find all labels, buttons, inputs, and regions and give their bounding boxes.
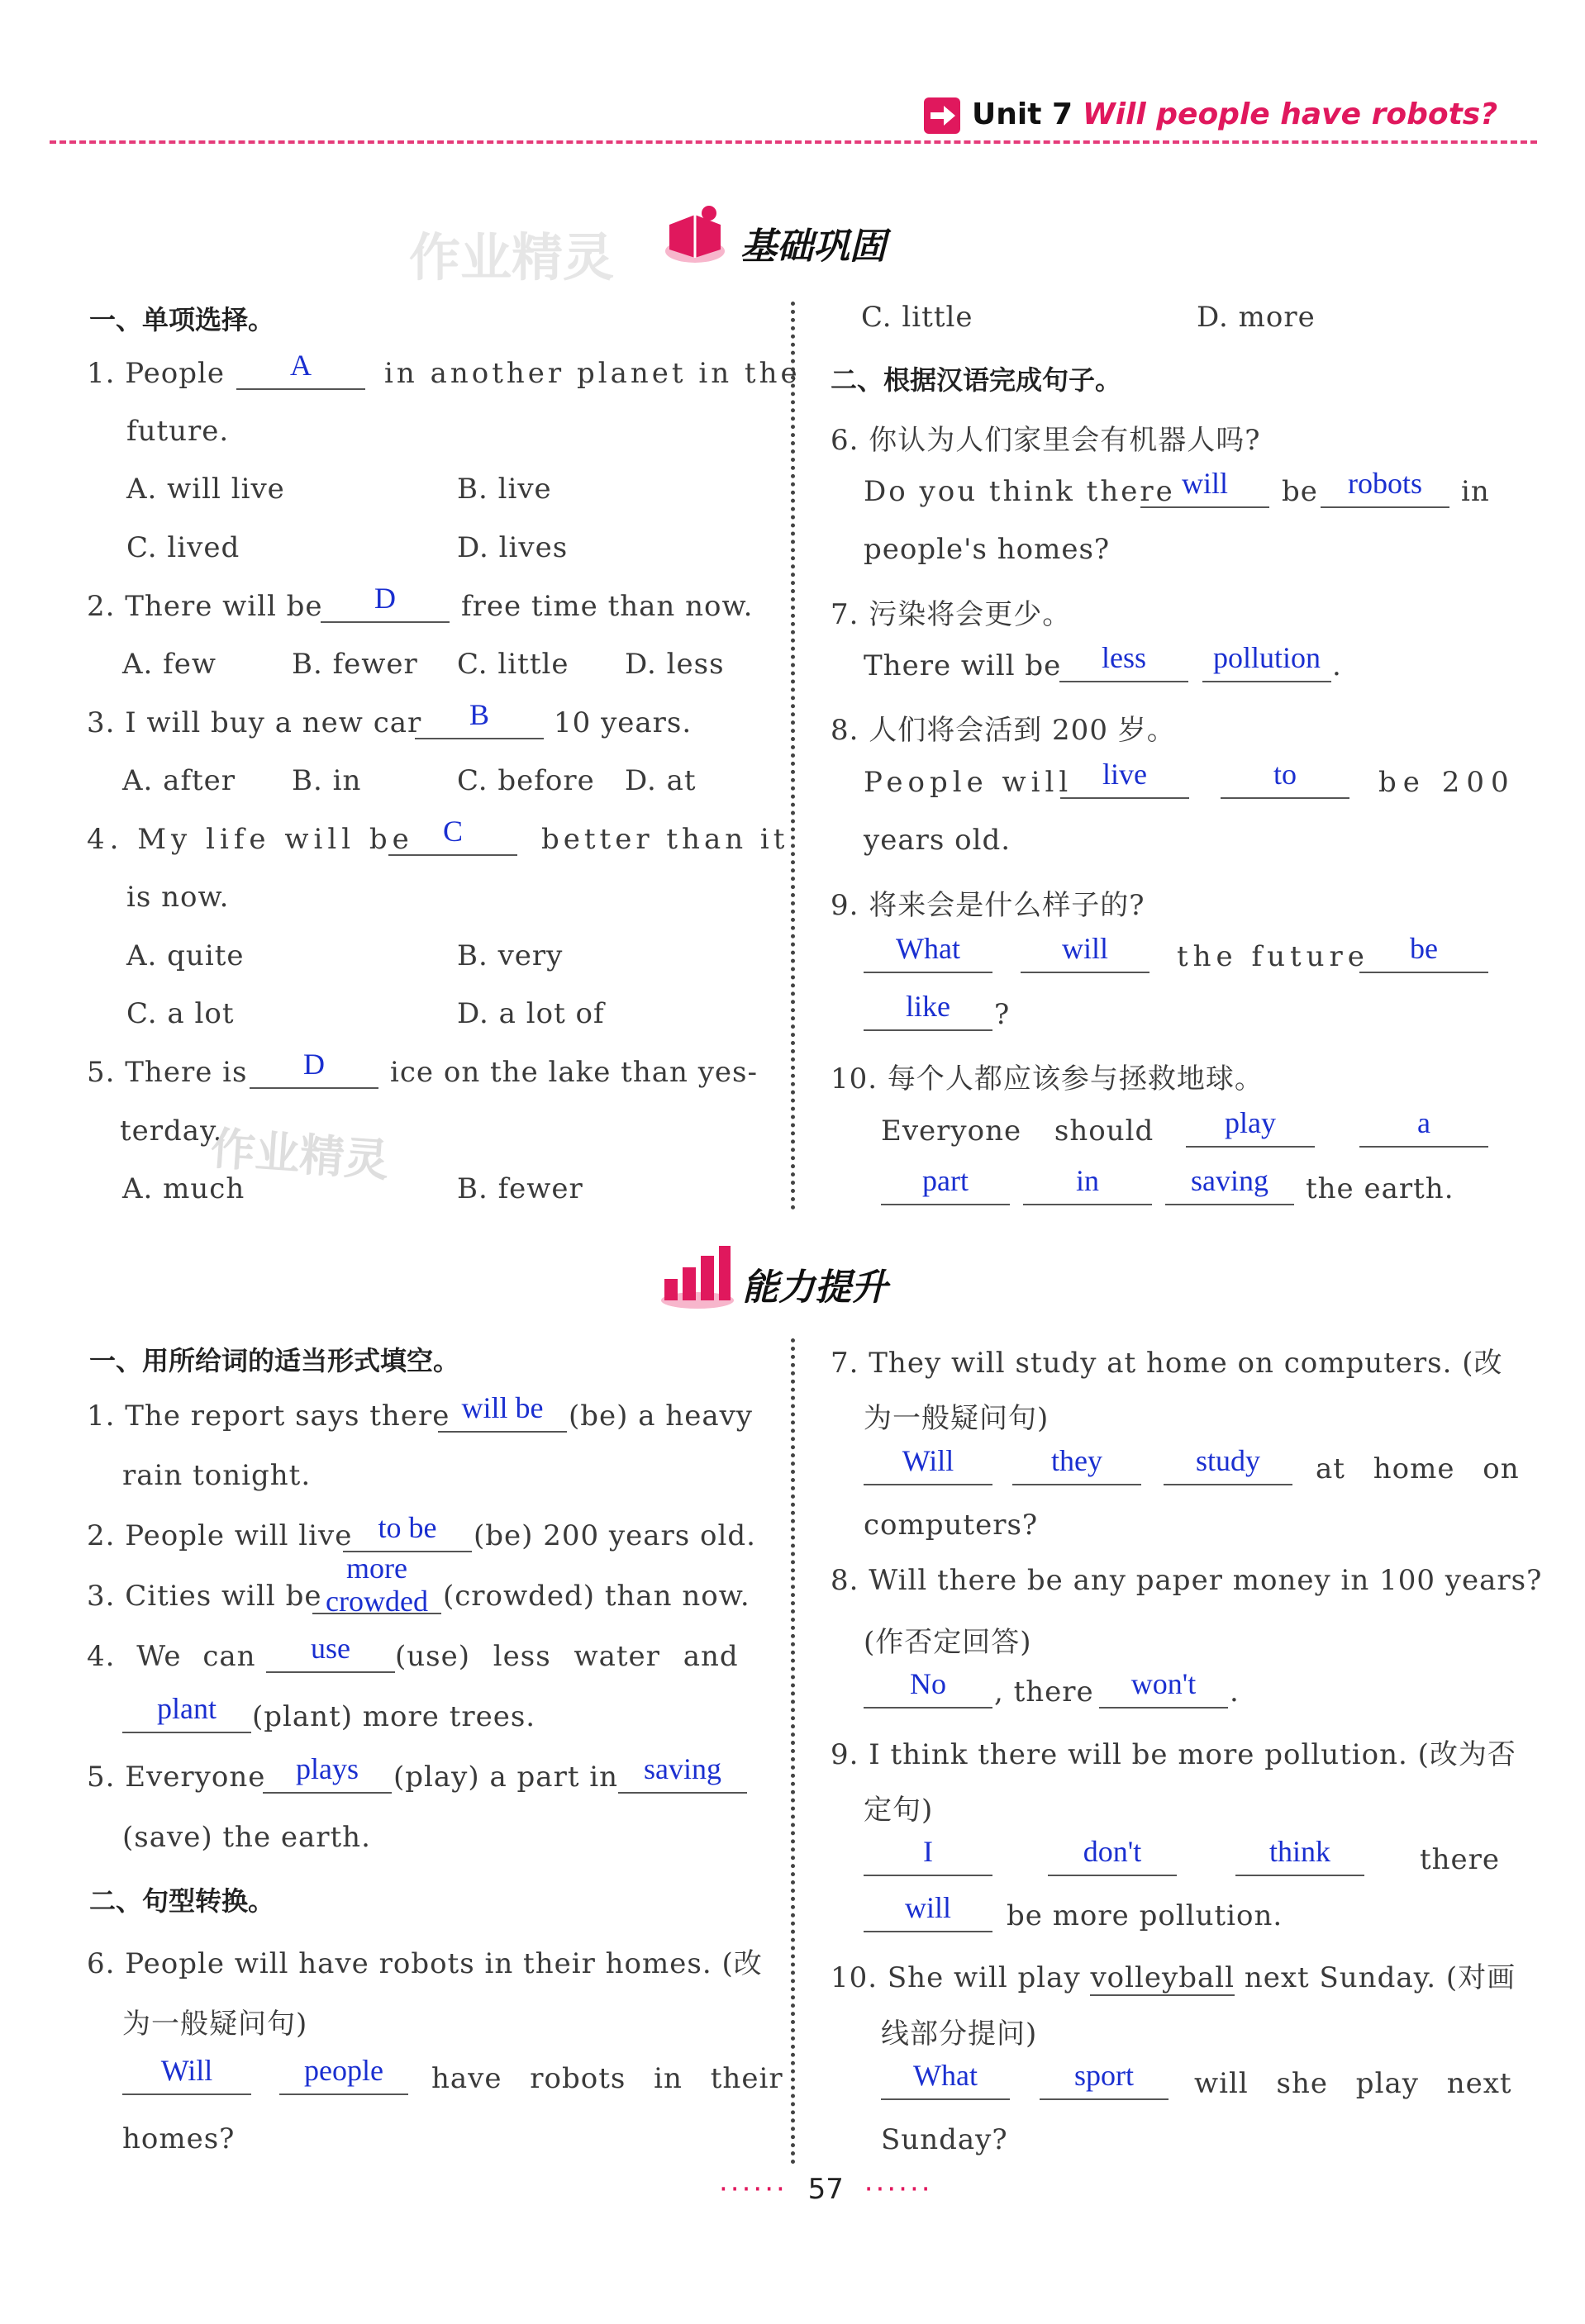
s2-q4-answer-2: plant bbox=[122, 1697, 251, 1733]
q9-answer-4: like bbox=[864, 995, 992, 1031]
q9-answer-2: will bbox=[1021, 937, 1149, 973]
q3-text-after: 10 years. bbox=[554, 706, 693, 739]
s2-q6-text-3: have robots in their bbox=[431, 2062, 783, 2095]
s2-q6-text-4: homes? bbox=[122, 2122, 236, 2155]
q6-text-3: in bbox=[1461, 475, 1490, 508]
section-book-icon bbox=[659, 200, 731, 274]
q2-option-c: C. little bbox=[457, 648, 569, 681]
q9-answer-3: be bbox=[1359, 937, 1488, 973]
q9-text-2: ? bbox=[994, 998, 1011, 1031]
q6-text: Do you think there bbox=[864, 475, 1175, 508]
q7-text-2: . bbox=[1332, 649, 1342, 682]
q6-answer-1: will bbox=[1140, 472, 1269, 508]
s2-q7-answer-1: Will bbox=[864, 1449, 992, 1485]
q1-text-after: in another planet in the bbox=[384, 357, 801, 390]
s2-q9-answer-3: think bbox=[1235, 1840, 1364, 1876]
q1-option-c: C. lived bbox=[126, 531, 240, 564]
q4-text: 4. My life will be bbox=[87, 823, 414, 856]
s2-q1-text-2: (be) a heavy bbox=[569, 1400, 754, 1433]
q7-answer-2: pollution bbox=[1202, 646, 1331, 682]
column-divider-1 bbox=[791, 302, 795, 1210]
s2-q7-text-3: at home on bbox=[1316, 1452, 1520, 1485]
q6-text-4: people's homes? bbox=[864, 533, 1111, 566]
q3-option-d: D. at bbox=[625, 764, 697, 797]
s2-q10-answer-2: sport bbox=[1040, 2064, 1169, 2100]
q4-text-after: better than it bbox=[541, 823, 789, 856]
q3-answer: B bbox=[415, 703, 544, 739]
q10-answer-2: a bbox=[1359, 1111, 1488, 1148]
watermark: 作业精灵 bbox=[409, 227, 615, 288]
q6-answer-2: robots bbox=[1321, 472, 1449, 508]
header-dashed-rule bbox=[50, 140, 1537, 144]
s2-q1-answer: will be bbox=[438, 1396, 567, 1433]
q7-answer-1: less bbox=[1059, 646, 1188, 682]
s1-heading: 一、单项选择。 bbox=[89, 304, 275, 335]
s2-q7-text-4: computers? bbox=[864, 1509, 1039, 1542]
s2-q9-answer-4: will bbox=[864, 1896, 992, 1932]
q1-text: 1. People bbox=[87, 357, 225, 390]
q5-option-d: D. more bbox=[1197, 301, 1316, 334]
q2-text: 2. There will be bbox=[87, 590, 323, 623]
s2-q8-text-4: . bbox=[1230, 1675, 1240, 1709]
s2-q4-text-3: (plant) more trees. bbox=[252, 1700, 536, 1733]
q5-text-after: ice on the lake than yes- bbox=[390, 1056, 758, 1089]
s2-q10-text bbox=[831, 1955, 1516, 1995]
q3-option-a: A. after bbox=[122, 764, 236, 797]
watermark-2: 作业精灵 bbox=[208, 1122, 391, 1187]
s2-q2-text-2: (be) 200 years old. bbox=[474, 1519, 756, 1552]
q7-chinese: 7. 污染将会更少。 bbox=[831, 598, 1072, 631]
q8-text-3: years old. bbox=[864, 824, 1011, 857]
s2-heading-2: 二、句型转换。 bbox=[89, 1885, 275, 1917]
s2-q10-text-a: 10. She will play bbox=[831, 1961, 1081, 1994]
q10-chinese: 10. 每个人都应该参与拯救地球。 bbox=[831, 1062, 1264, 1095]
q7-text: There will be bbox=[864, 649, 1062, 682]
s2-q4-answer-1: use bbox=[266, 1637, 395, 1673]
s2-q4-text: 4. We can bbox=[87, 1640, 256, 1673]
s2-heading-1: 一、用所给词的适当形式填空。 bbox=[89, 1345, 460, 1376]
s2-q6-text: 6. People will have robots in their homes. (改 bbox=[87, 1947, 763, 1980]
q2-answer: D bbox=[321, 587, 450, 623]
q8-text: People will bbox=[864, 766, 1073, 799]
page-number: ······ 57 ······ bbox=[719, 2173, 933, 2206]
s2-q10-answer-1: What bbox=[881, 2064, 1010, 2100]
q4-option-b: B. very bbox=[457, 939, 564, 972]
s2-q4-text-2: (use) less water and bbox=[395, 1640, 739, 1673]
s2-q9-answer-1: I bbox=[864, 1840, 992, 1876]
q6-chinese: 6. 你认为人们家里会有机器人吗? bbox=[831, 424, 1261, 457]
s2-q3-answer: more crowded bbox=[312, 1555, 441, 1614]
s2-q9-text-3: there bbox=[1420, 1843, 1501, 1876]
q5-option-c: C. little bbox=[861, 301, 973, 334]
q2-text-after: free time than now. bbox=[461, 590, 754, 623]
q9-chinese: 9. 将来会是什么样子的? bbox=[831, 889, 1145, 922]
header-arrow-icon bbox=[924, 97, 960, 137]
s2-q10-text-b: next Sunday. (对画 bbox=[1244, 1961, 1516, 1994]
s2-q8-text: 8. Will there be any paper money in 100 years? bbox=[831, 1564, 1543, 1597]
s2-q10-text-4: Sunday? bbox=[881, 2123, 1008, 2156]
s1-right-heading: 二、根据汉语完成句子。 bbox=[831, 364, 1122, 396]
q1-answer: A bbox=[236, 354, 365, 390]
q8-answer-1: live bbox=[1060, 763, 1189, 799]
s2-q6-answer-2: people bbox=[279, 2059, 408, 2095]
q1-option-d: D. lives bbox=[457, 531, 569, 564]
q10-answer-3: part bbox=[881, 1169, 1010, 1205]
column-divider-2 bbox=[791, 1338, 795, 2165]
q3-text: 3. I will buy a new car bbox=[87, 706, 422, 739]
s2-q10-text-3: will she play next bbox=[1194, 2067, 1512, 2100]
q8-answer-2: to bbox=[1221, 763, 1349, 799]
q2-option-d: D. less bbox=[625, 648, 725, 681]
s2-q5-answer-1: plays bbox=[263, 1757, 392, 1794]
q3-option-c: C. before bbox=[457, 764, 595, 797]
q4-option-a: A. quite bbox=[126, 939, 245, 972]
s2-q2-answer: to be bbox=[343, 1516, 472, 1552]
s2-q5-text-3: (save) the earth. bbox=[122, 1821, 371, 1854]
s2-q5-answer-2: saving bbox=[618, 1757, 747, 1794]
s2-q10-underlined: volleyball bbox=[1090, 1961, 1235, 1994]
q8-text-2: be 200 bbox=[1378, 766, 1516, 799]
s2-q3-text-2: (crowded) than now. bbox=[443, 1580, 750, 1613]
q5-text: 5. There is bbox=[87, 1056, 248, 1089]
q10-answer-5: saving bbox=[1165, 1169, 1294, 1205]
q5-cont: terday. bbox=[120, 1114, 223, 1148]
page-number-value: 57 bbox=[807, 2173, 844, 2206]
q4-cont: is now. bbox=[126, 881, 230, 914]
section-chart-icon bbox=[659, 1239, 735, 1314]
q4-option-c: C. a lot bbox=[126, 997, 235, 1030]
q2-option-b: B. fewer bbox=[292, 648, 418, 681]
q5-option-a: A. much bbox=[122, 1172, 245, 1205]
q10-text-2: the earth. bbox=[1306, 1172, 1454, 1205]
q8-chinese: 8. 人们将会活到 200 岁。 bbox=[831, 714, 1176, 747]
s2-q7-text: 7. They will study at home on computers. (改 bbox=[831, 1347, 1503, 1380]
q6-text-2: be bbox=[1282, 475, 1318, 508]
q10-answer-1: play bbox=[1186, 1111, 1315, 1148]
s2-q8-text-3: , there bbox=[994, 1675, 1094, 1709]
q10-answer-4: in bbox=[1023, 1169, 1152, 1205]
q4-option-d: D. a lot of bbox=[457, 997, 605, 1030]
s2-q9-text-4: be more pollution. bbox=[1007, 1899, 1283, 1932]
q5-answer: D bbox=[250, 1053, 378, 1089]
section-2-title: 能力提升 bbox=[742, 1267, 888, 1309]
s2-q8-text-2: (作否定回答) bbox=[864, 1626, 1032, 1659]
q5-option-b: B. fewer bbox=[457, 1172, 583, 1205]
q10-text: Everyone should bbox=[881, 1114, 1154, 1148]
q4-answer: C bbox=[388, 820, 517, 856]
s2-q8-answer-1: No bbox=[864, 1672, 992, 1709]
s2-q10-text-2: 线部分提问) bbox=[881, 2017, 1038, 2051]
s2-q9-text: 9. I think there will be more pollution. (改为否 bbox=[831, 1738, 1516, 1771]
s2-q5-text: 5. Everyone bbox=[87, 1761, 266, 1794]
s2-q1-text-3: rain tonight. bbox=[122, 1459, 312, 1492]
q9-answer-1: What bbox=[864, 937, 992, 973]
s2-q8-answer-2: won't bbox=[1099, 1672, 1228, 1709]
s2-q9-text-2: 定句) bbox=[864, 1794, 934, 1827]
s2-q1-text: 1. The report says there bbox=[87, 1400, 450, 1433]
unit-title: Will people have robots? bbox=[1083, 97, 1498, 131]
q1-option-b: B. live bbox=[457, 473, 552, 506]
s2-q6-text-2: 为一般疑问句) bbox=[122, 2008, 308, 2041]
s2-q3-text: 3. Cities will be bbox=[87, 1580, 322, 1613]
section-1-title: 基础巩固 bbox=[740, 226, 886, 268]
s2-q9-answer-2: don't bbox=[1048, 1840, 1177, 1876]
q1-cont: future. bbox=[126, 415, 230, 448]
s2-q7-answer-2: they bbox=[1012, 1449, 1141, 1485]
s2-q2-text: 2. People will live bbox=[87, 1519, 353, 1552]
unit-label: Unit 7 bbox=[972, 97, 1073, 131]
q1-option-a: A. will live bbox=[126, 473, 285, 506]
q9-text: the future bbox=[1177, 940, 1369, 973]
s2-q6-answer-1: Will bbox=[122, 2059, 251, 2095]
s2-q5-text-2: (play) a part in bbox=[393, 1761, 619, 1794]
s2-q7-answer-3: study bbox=[1164, 1449, 1292, 1485]
q2-option-a: A. few bbox=[122, 648, 217, 681]
s2-q7-text-2: 为一般疑问句) bbox=[864, 1402, 1050, 1435]
q3-option-b: B. in bbox=[292, 764, 362, 797]
